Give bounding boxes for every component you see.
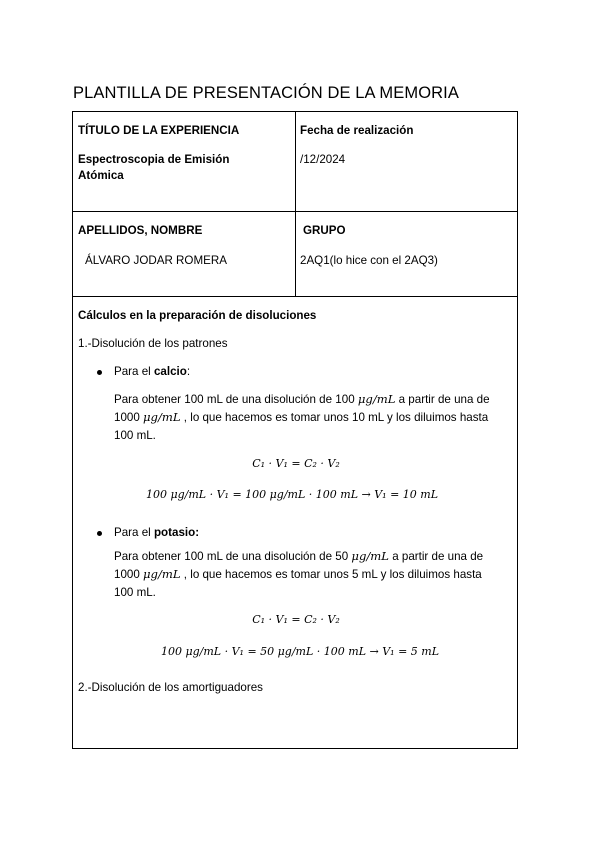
title-label: TÍTULO DE LA EXPERIENCIA	[78, 124, 240, 137]
title-value-line2: Atómica	[78, 169, 124, 182]
date-value: /12/2024	[300, 153, 346, 166]
potasio-heading: Para el potasio:	[114, 526, 200, 539]
page-title: PLANTILLA DE PRESENTACIÓN DE LA MEMORIA	[73, 84, 459, 102]
row-divider	[73, 211, 517, 212]
item2-title: 2.-Disolución de los amortiguadores	[78, 681, 263, 694]
section-title: Cálculos en la preparación de disoluciones	[78, 309, 317, 322]
item1-title: 1.-Disolución de los patrones	[78, 337, 228, 350]
calcio-formula-calc: 100 μg/mL · V₁ = 100 μg/mL · 100 mL → V₁ = 10 mL	[145, 488, 439, 501]
group-value: 2AQ1(lo hice con el 2AQ3)	[300, 254, 438, 267]
calcio-text-line1: Para obtener 100 mL de una disolución de 100 μg/mL a partir de una de	[114, 392, 490, 406]
calcio-text-line2: 1000 μg/mL , lo que hacemos es tomar unos 10 mL y los diluimos hasta	[114, 410, 489, 424]
calcio-text-line3: 100 mL.	[114, 429, 156, 442]
name-value: ÁLVARO JODAR ROMERA	[85, 254, 227, 267]
column-divider	[295, 112, 296, 296]
memoria-table	[72, 111, 518, 749]
potasio-formula-dilution: C₁ · V₁ = C₂ · V₂	[252, 613, 340, 626]
row-divider	[73, 296, 517, 297]
name-label: APELLIDOS, NOMBRE	[78, 224, 203, 237]
calcio-heading: Para el calcio:	[114, 365, 191, 378]
potasio-text-line3: 100 mL.	[114, 586, 156, 599]
bullet-icon	[97, 531, 102, 536]
group-label: GRUPO	[303, 224, 346, 237]
potasio-formula-calc: 100 μg/mL · V₁ = 50 μg/mL · 100 mL → V₁ = 5 mL	[160, 645, 440, 658]
title-value-line1: Espectroscopia de Emisión	[78, 153, 230, 166]
calcio-formula-dilution: C₁ · V₁ = C₂ · V₂	[252, 457, 340, 470]
bullet-icon	[97, 370, 102, 375]
potasio-text-line2: 1000 μg/mL , lo que hacemos es tomar unos 5 mL y los diluimos hasta	[114, 567, 482, 581]
potasio-text-line1: Para obtener 100 mL de una disolución de 50 μg/mL a partir de una de	[114, 549, 484, 563]
date-label: Fecha de realización	[300, 124, 414, 137]
